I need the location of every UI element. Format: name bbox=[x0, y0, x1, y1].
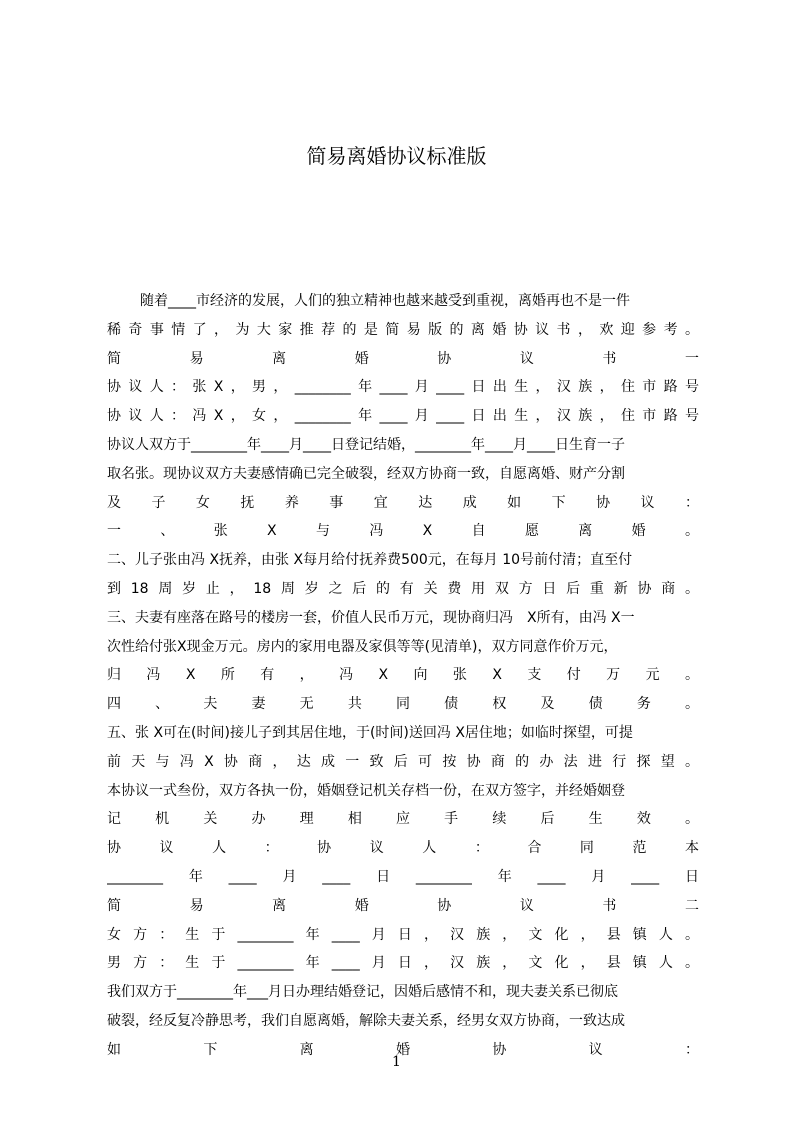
paragraph-line: 协议人：张X，男，________年____月____日出生，汉族，住市路号 bbox=[107, 379, 699, 396]
paragraph-line: 稀奇事情了，为大家推荐的是简易版的离婚协议书，欢迎参考。 bbox=[107, 321, 699, 338]
paragraph-line: 破裂，经反复冷静思考，我们自愿离婚，解除夫妻关系，经男女双方协商，一致达成 bbox=[107, 1012, 625, 1029]
clause-line: 一、张X与冯X自愿离婚。 bbox=[107, 523, 699, 540]
page-number: 1 bbox=[392, 1054, 401, 1070]
clause-line: 三、夫妻有座落在路号的楼房一套，价值人民币万元，现协商归冯 X所有，由冯 X一 bbox=[107, 609, 635, 626]
paragraph-line: 如下离婚协议： bbox=[107, 1041, 699, 1058]
section-heading: 简易离婚协议书一 bbox=[107, 350, 699, 367]
signature-line: 协议人：协议人：合同范本 bbox=[107, 840, 699, 857]
clause-line: 到18周岁止，18周岁之后的有关费用双方日后重新协商。 bbox=[107, 580, 699, 597]
document-body bbox=[107, 287, 699, 1065]
clause-line: 归冯X所有，冯X向张X支付万元。 bbox=[107, 667, 699, 684]
clause-line: 前天与冯X协商，达成一致后可按协商的办法进行探望。 bbox=[107, 753, 699, 770]
paragraph-line: 随着____市经济的发展，人们的独立精神也越来越受到重视，离婚再也不是一件 bbox=[140, 293, 630, 309]
paragraph-line: 记机关办理相应手续后生效。 bbox=[107, 811, 699, 828]
party-line: 女方：生于________年____月日，汉族，文化，县镇人。 bbox=[107, 926, 699, 943]
section-heading: 简易离婚协议书二 bbox=[107, 897, 699, 914]
paragraph-line: 协议人：冯X，女，________年____月____日出生，汉族，住市路号 bbox=[107, 408, 699, 425]
paragraph-line: 我们双方于________年___月日办理结婚登记，因婚后感情不和，现夫妻关系已彻底 bbox=[107, 984, 618, 1001]
clause-line: 五、张 X可在(时间)接儿子到其居住地，于(时间)送回冯 X居住地；如临时探望，可提 bbox=[107, 724, 633, 741]
date-line: ________年____月____日________年____月____日 bbox=[107, 868, 699, 885]
paragraph-line: 及子女抚养事宜达成如下协议： bbox=[107, 494, 699, 511]
clause-line: 二、儿子张由冯 X抚养，由张 X每月给付抚养费500元，在每月 10号前付清；直至付 bbox=[107, 552, 633, 569]
document-title: 简易离婚协议标准版 bbox=[306, 144, 487, 168]
paragraph-line: 协议人双方于________年____月____日登记结婚，________年____月____日生育一子 bbox=[107, 436, 625, 453]
party-line: 男方：生于________年____月日，汉族，文化，县镇人。 bbox=[107, 955, 699, 972]
clause-line: 次性给付张X现金万元。房内的家用电器及家俱等等(见清单)，双方同意作价万元， bbox=[107, 638, 618, 655]
paragraph-line: 本协议一式叁份，双方各执一份，婚姻登记机关存档一份，在双方签字，并经婚姻登 bbox=[107, 782, 625, 799]
paragraph-line: 取名张。现协议双方夫妻感情确已完全破裂，经双方协商一致，自愿离婚、财产分割 bbox=[107, 465, 625, 482]
clause-line: 四、夫妻无共同债权及债务。 bbox=[107, 696, 699, 713]
